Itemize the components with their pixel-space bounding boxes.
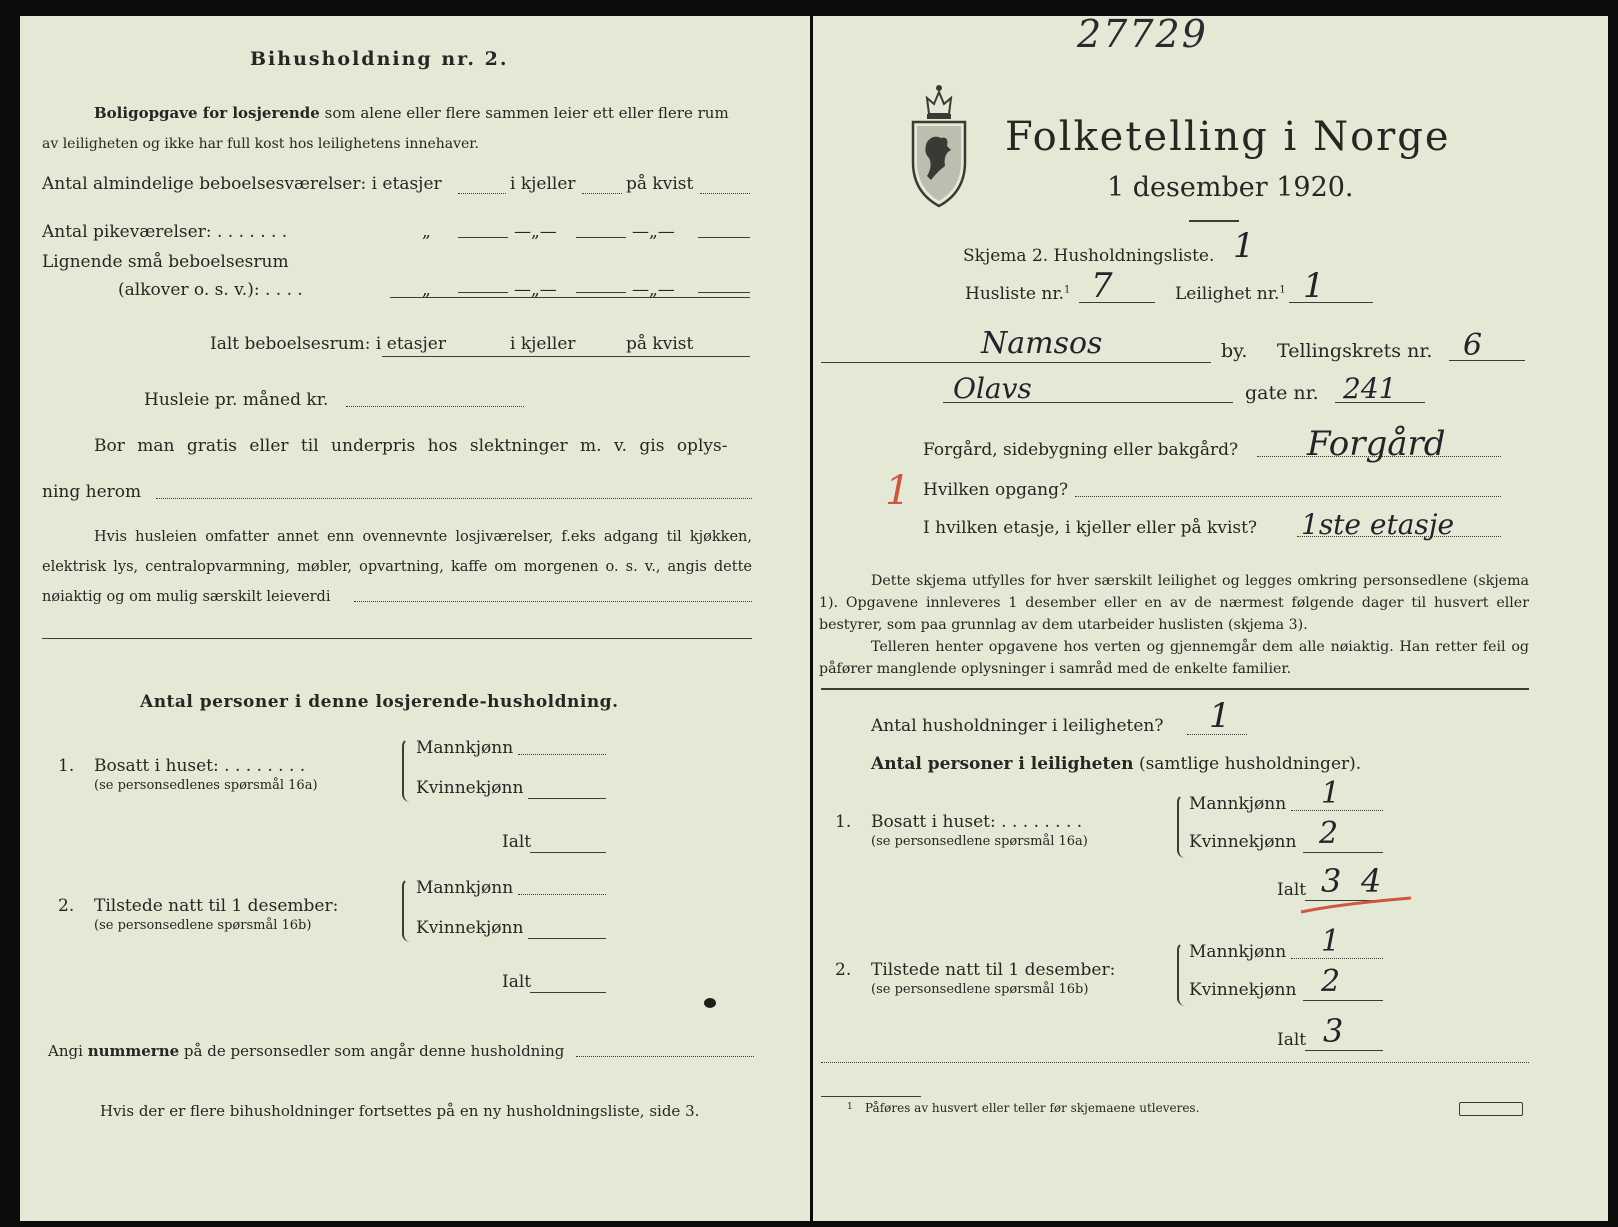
ialt-rooms-kjeller: i kjeller bbox=[510, 334, 576, 354]
antal-hush-value: 1 bbox=[1209, 696, 1231, 736]
husliste-field[interactable] bbox=[1079, 302, 1155, 303]
r-q2-brace bbox=[1177, 942, 1189, 1006]
l-q2-ialt-field[interactable] bbox=[530, 992, 606, 993]
r-q1-brace bbox=[1177, 794, 1189, 858]
l-q2-sub: (se personsedlene spørsmål 16b) bbox=[94, 918, 312, 933]
rooms-label: Antal almindelige beboelsesværelser: i etasjer bbox=[42, 174, 442, 194]
by-label: by. bbox=[1221, 340, 1248, 362]
gate-label: gate nr. bbox=[1245, 382, 1319, 404]
lignende-label-2: (alkover o. s. v.): . . . . bbox=[118, 280, 303, 300]
angi-rest: på de personsedler som angår denne husholdning bbox=[183, 1042, 565, 1060]
l-q2-mann-field[interactable] bbox=[518, 894, 606, 895]
coat-of-arms-icon bbox=[907, 80, 971, 210]
husleie-note: Hvis husleien omfatter annet enn ovennevnte losjiværelser, f.eks adgang til kjøkken, elektrisk lys, centralopvarmning, møbler, opvartning, kaffe om morgenen o. s. v., angis dette nøiaktig og om mulig særskilt leieverdi bbox=[42, 529, 752, 605]
persons-heading-bold: Antal personer i leiligheten bbox=[871, 754, 1134, 774]
l-q2-label: Tilstede natt til 1 desember: bbox=[94, 896, 339, 916]
r-q1-kvinne-label: Kvinnekjønn bbox=[1189, 832, 1297, 852]
l-q1-kvinne-label: Kvinnekjønn bbox=[416, 778, 524, 798]
angi-field[interactable] bbox=[576, 1056, 754, 1057]
street-field[interactable] bbox=[943, 402, 1233, 403]
ialt-rooms-underline bbox=[382, 356, 750, 357]
antal-hush-field[interactable] bbox=[1187, 734, 1247, 735]
r-q2-label: Tilstede natt til 1 desember: bbox=[871, 960, 1116, 980]
persons-heading-rest: (samtlige husholdninger). bbox=[1138, 754, 1362, 774]
leieverdi-field[interactable] bbox=[354, 601, 752, 602]
l-q1-mann-field[interactable] bbox=[518, 754, 606, 755]
husliste-sup: 1 bbox=[1064, 284, 1071, 296]
r-q2-num: 2. bbox=[835, 960, 852, 980]
gratis-line-1: Bor man gratis eller til underpris hos slektninger m. v. gis oplys- bbox=[94, 436, 728, 456]
ink-blot bbox=[704, 998, 716, 1008]
r-q2-kvinne-field[interactable] bbox=[1303, 1000, 1383, 1001]
pike-kvist-field[interactable] bbox=[698, 237, 750, 238]
r-q1-kvinne-field[interactable] bbox=[1303, 852, 1383, 853]
husleie-label: Husleie pr. måned kr. bbox=[144, 390, 329, 410]
husleie-field[interactable] bbox=[346, 406, 524, 407]
husliste-label bbox=[965, 284, 1070, 304]
l-q1-label: Bosatt i huset: . . . . . . . . bbox=[94, 756, 306, 776]
l-q1-ialt-label: Ialt bbox=[502, 832, 532, 852]
r-q2-mann-field[interactable] bbox=[1291, 958, 1383, 959]
persons-heading-right bbox=[871, 754, 1361, 774]
main-date: 1 desember 1920. bbox=[1107, 172, 1354, 203]
pike-ditto: „ bbox=[422, 222, 431, 242]
footnote-num: 1 bbox=[847, 1102, 853, 1112]
pike-etasjer-field[interactable] bbox=[458, 237, 508, 238]
title-rule bbox=[1189, 220, 1239, 222]
lignende-kjeller-field[interactable] bbox=[576, 292, 626, 293]
rooms-kjeller-field[interactable] bbox=[582, 193, 622, 194]
husliste-text: Husliste nr. bbox=[965, 284, 1065, 304]
forgard-field[interactable] bbox=[1257, 456, 1501, 457]
r-q2-mann-label: Mannkjønn bbox=[1189, 942, 1287, 962]
skjema-label: Skjema 2. Husholdningsliste. bbox=[963, 246, 1215, 266]
pike-label: Antal pikeværelser: . . . . . . . bbox=[42, 222, 288, 242]
red-correction-stroke bbox=[1299, 894, 1415, 916]
gratis-field[interactable] bbox=[156, 498, 752, 499]
pike-kjeller-field[interactable] bbox=[576, 237, 626, 238]
r-q1-label: Bosatt i huset: . . . . . . . . bbox=[871, 812, 1083, 832]
gate-value: 241 bbox=[1343, 372, 1397, 405]
l-q1-ialt-field[interactable] bbox=[530, 852, 606, 853]
printer-stamp bbox=[1459, 1102, 1523, 1116]
angi-line bbox=[48, 1042, 564, 1060]
gratis-line-2: ning herom bbox=[42, 482, 142, 502]
antal-hush-label: Antal husholdninger i leiligheten? bbox=[871, 716, 1164, 736]
l-q1-num: 1. bbox=[58, 756, 75, 776]
etasje-field[interactable] bbox=[1297, 536, 1501, 537]
l-q2-brace bbox=[402, 878, 414, 942]
krets-field[interactable] bbox=[1449, 360, 1525, 361]
opgang-label: Hvilken opgang? bbox=[923, 480, 1069, 500]
pike-dash-1: —„— bbox=[514, 222, 557, 242]
left-footer: Hvis der er flere bihusholdninger fortsettes på en ny husholdningsliste, side 3. bbox=[100, 1102, 700, 1120]
rooms-etasjer-field[interactable] bbox=[458, 193, 506, 194]
leilighet-label bbox=[1175, 284, 1286, 304]
etasje-label: I hvilken etasje, i kjeller eller på kvist? bbox=[923, 518, 1258, 538]
krets-label: Tellingskrets nr. bbox=[1277, 340, 1433, 362]
ialt-rooms-kvist: på kvist bbox=[626, 334, 694, 354]
ialt-rooms-label: Ialt beboelsesrum: i etasjer bbox=[210, 334, 446, 354]
lignende-etasjer-field[interactable] bbox=[458, 292, 508, 293]
forgard-value: Forgård bbox=[1307, 424, 1446, 464]
husliste-value: 7 bbox=[1091, 266, 1113, 306]
main-title: Folketelling i Norge bbox=[1005, 114, 1451, 160]
skjema-value: 1 bbox=[1233, 226, 1255, 266]
rooms-kvist-label: på kvist bbox=[626, 174, 694, 194]
r-q2-ialt-label: Ialt bbox=[1277, 1030, 1307, 1050]
intro-rest: som alene eller flere sammen leier ett eller flere rum bbox=[324, 104, 729, 122]
archive-number: 27729 bbox=[1077, 12, 1208, 56]
leilighet-field[interactable] bbox=[1289, 302, 1373, 303]
lignende-dash-2: —„— bbox=[632, 280, 675, 300]
intro-line-2: av leiligheten og ikke har full kost hos leilighetens innehaver. bbox=[42, 136, 479, 152]
r-q2-sub: (se personsedlene spørsmål 16b) bbox=[871, 982, 1089, 997]
leilighet-value: 1 bbox=[1303, 266, 1325, 306]
r-q2-kvinne-label: Kvinnekjønn bbox=[1189, 980, 1297, 1000]
r-q1-ialt-label: Ialt bbox=[1277, 880, 1307, 900]
instructions-rule bbox=[821, 688, 1529, 690]
leieverdi-line-2[interactable] bbox=[42, 638, 752, 639]
city-field[interactable] bbox=[821, 362, 1211, 363]
opgang-field[interactable] bbox=[1075, 496, 1501, 497]
l-q1-sub: (se personsedlenes spørsmål 16a) bbox=[94, 778, 318, 793]
footnote-rule bbox=[821, 1096, 921, 1097]
etasje-value: 1ste etasje bbox=[1301, 508, 1455, 541]
angi-pre: Angi bbox=[48, 1042, 83, 1060]
r-q1-sub: (se personsedlene spørsmål 16a) bbox=[871, 834, 1088, 849]
bottom-dotted-rule bbox=[821, 1062, 1529, 1063]
l-q2-ialt-label: Ialt bbox=[502, 972, 532, 992]
rooms-kjeller-label: i kjeller bbox=[510, 174, 576, 194]
r-q2-kvinne-value: 2 bbox=[1321, 964, 1341, 999]
lignende-label-1: Lignende små beboelsesrum bbox=[42, 252, 289, 272]
lignende-dash-1: —„— bbox=[514, 280, 557, 300]
r-q1-num: 1. bbox=[835, 812, 852, 832]
r-q1-mann-label: Mannkjønn bbox=[1189, 794, 1287, 814]
r-q1-kvinne-value: 2 bbox=[1319, 816, 1339, 851]
l-q1-mann-label: Mannkjønn bbox=[416, 738, 514, 758]
l-q2-mann-label: Mannkjønn bbox=[416, 878, 514, 898]
city-value: Namsos bbox=[981, 326, 1103, 361]
r-q2-ialt-field[interactable] bbox=[1305, 1050, 1383, 1051]
gate-field[interactable] bbox=[1335, 402, 1425, 403]
lignende-underline bbox=[390, 297, 750, 298]
left-page bbox=[20, 16, 810, 1221]
persons-heading-left: Antal personer i denne losjerende-husholdning. bbox=[140, 692, 619, 712]
intro-line-1 bbox=[94, 104, 729, 122]
bihusholdning-title: Bihusholdning nr. 2. bbox=[250, 48, 509, 70]
leilighet-text: Leilighet nr. bbox=[1175, 284, 1280, 304]
instructions-para-1: Dette skjema utfylles for hver særskilt leilighet og legges omkring personsedlene (skjema 1). Opgavene innleveres 1 desember eller en av de nærmest følgende dager til husvert eller bestyrer, som paa grunnlag av dem utarbeider huslisten (skjema 3). bbox=[819, 573, 1529, 633]
r-q1-ialt-value: 3 bbox=[1321, 862, 1342, 900]
r-q1-mann-value: 1 bbox=[1321, 776, 1341, 811]
street-value: Olavs bbox=[953, 372, 1032, 405]
leilighet-sup: 1 bbox=[1279, 284, 1286, 296]
right-page bbox=[813, 12, 1608, 1221]
intro-bold: Boligopgave for losjerende bbox=[94, 104, 320, 122]
angi-bold: nummerne bbox=[87, 1042, 180, 1060]
pike-dash-2: —„— bbox=[632, 222, 675, 242]
lignende-ditto: „ bbox=[422, 280, 431, 300]
instructions-para-2: Telleren henter opgavene hos verten og gjennemgår dem alle nøiaktig. Han retter feil og påfører manglende oplysninger i samråd med de enkelte familier. bbox=[819, 639, 1529, 677]
rooms-kvist-field[interactable] bbox=[700, 193, 750, 194]
lignende-kvist-field[interactable] bbox=[698, 292, 750, 293]
l-q1-brace bbox=[402, 738, 414, 802]
r-q2-mann-value: 1 bbox=[1321, 924, 1341, 959]
l-q2-kvinne-field[interactable] bbox=[528, 938, 606, 939]
margin-red-mark: 1 bbox=[885, 468, 911, 514]
r-q1-mann-field[interactable] bbox=[1291, 810, 1383, 811]
footnote-text: Påføres av husvert eller teller før skjemaene utleveres. bbox=[865, 1101, 1200, 1115]
forgard-label: Forgård, sidebygning eller bakgård? bbox=[923, 440, 1239, 460]
r-q2-ialt-value: 3 bbox=[1323, 1012, 1344, 1050]
r-q1-ialt-correction: 4 bbox=[1361, 862, 1382, 900]
krets-value: 6 bbox=[1463, 328, 1483, 363]
l-q2-num: 2. bbox=[58, 896, 75, 916]
l-q1-kvinne-field[interactable] bbox=[528, 798, 606, 799]
l-q2-kvinne-label: Kvinnekjønn bbox=[416, 918, 524, 938]
